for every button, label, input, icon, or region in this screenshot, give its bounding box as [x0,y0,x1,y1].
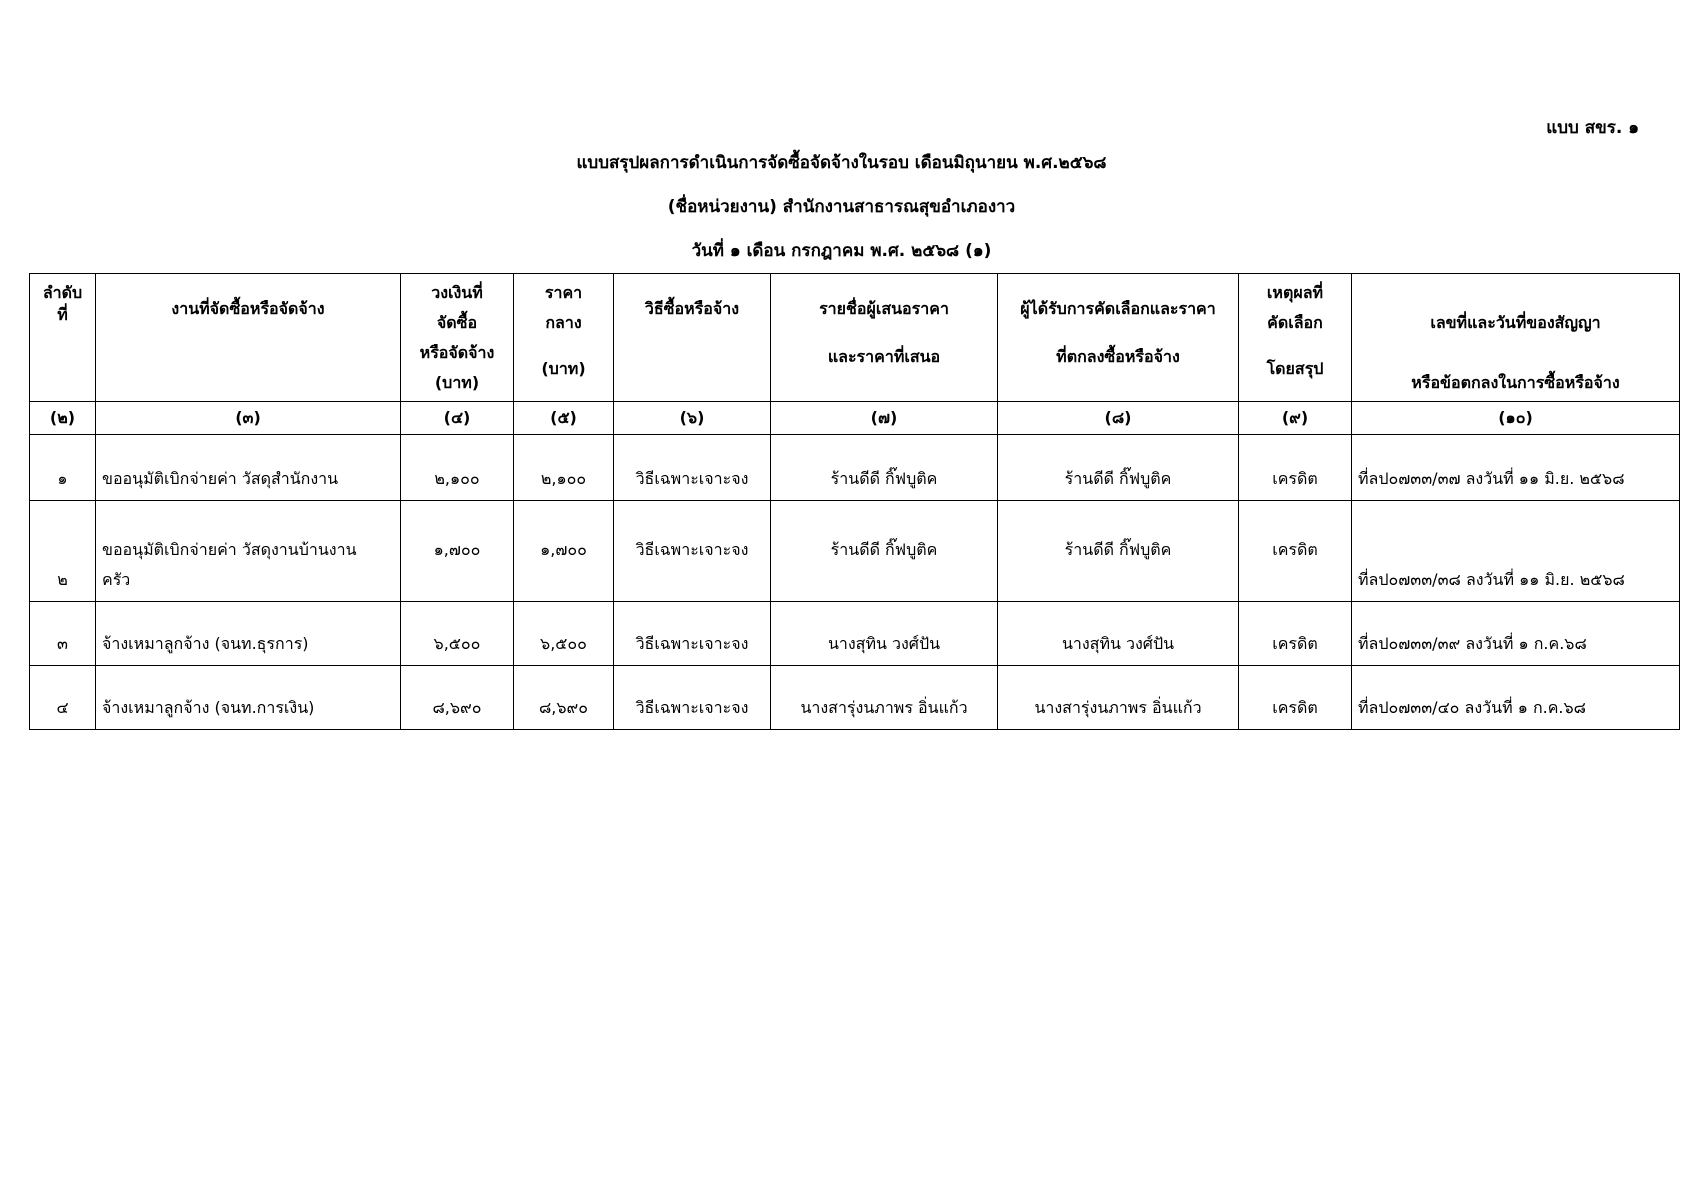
header-no-line1: ลำดับ [42,283,83,302]
header-method-line1: วิธีซื้อหรือจ้าง [644,299,740,318]
cell-reason: เครดิต [1239,666,1352,730]
cell-contract: ที่ลป๐๗๓๓/๓๘ ลงวันที่ ๑๑ มิ.ย. ๒๕๖๘ [1352,501,1680,602]
column-number: (๒) [30,402,96,435]
cell-winner: ร้านดีดี กิ๊ฟบูติค [998,501,1239,602]
title-agency: (ชื่อหน่วยงาน) สำนักงานสาธารณสุขอำเภองาว [667,197,1016,217]
column-number: (๖) [614,402,771,435]
header-row [30,274,1680,402]
header-reason [1239,274,1352,402]
header-winner-line1: ผู้ได้รับการคัดเลือกและราคา [1020,299,1216,318]
column-number: (๑๐) [1352,402,1680,435]
cell-winner: ร้านดีดี กิ๊ฟบูติค [998,435,1239,501]
cell-item: จ้างเหมาลูกจ้าง (จนท.ธุรการ) [96,602,401,666]
header-item [96,274,401,402]
header-reason-line3: โดยสรุป [1266,359,1324,378]
column-number-row [30,402,1680,435]
cell-budget: ๒,๑๐๐ [401,435,514,501]
cell-item: ขออนุมัติเบิกจ่ายค่า วัสดุงานบ้านงานครัว [96,501,401,602]
header-budget-line2: จัดซื้อ [436,313,478,332]
column-number: (๓) [96,402,401,435]
cell-budget: ๘,๖๙๐ [401,666,514,730]
cell-contract: ที่ลป๐๗๓๓/๔๐ ลงวันที่ ๑ ก.ค.๖๘ [1352,666,1680,730]
title-main: แบบสรุปผลการดำเนินการจัดซื้อจัดจ้างในรอบ เดือนมิถุนายน พ.ศ.๒๕๖๘ [576,153,1107,173]
cell-no: ๓ [30,602,96,666]
cell-no: ๔ [30,666,96,730]
header-reason-line1: เหตุผลที่ [1266,283,1324,302]
header-budget [401,274,514,402]
cell-winner: นางสุทิน วงศ์ปัน [998,602,1239,666]
header-median [514,274,614,402]
cell-winner: นางสารุ่งนภาพร อิ่นแก้ว [998,666,1239,730]
column-number: (๙) [1239,402,1352,435]
column-number: (๘) [998,402,1239,435]
cell-contract: ที่ลป๐๗๓๓/๓๗ ลงวันที่ ๑๑ มิ.ย. ๒๕๖๘ [1352,435,1680,501]
cell-median: ๘,๖๙๐ [514,666,614,730]
title-date: วันที่ ๑ เดือน กรกฎาคม พ.ศ. ๒๕๖๘ (๑) [691,241,992,261]
table-row [30,501,1680,602]
cell-budget: ๑,๗๐๐ [401,501,514,602]
cell-method: วิธีเฉพาะเจาะจง [614,501,771,602]
form-code: แบบ สขร. ๑ [1546,118,1639,138]
cell-item: ขออนุมัติเบิกจ่ายค่า วัสดุสำนักงาน [96,435,401,501]
cell-median: ๖,๕๐๐ [514,602,614,666]
table-row [30,602,1680,666]
header-median-line1: ราคา [544,283,583,302]
header-reason-line2: คัดเลือก [1267,313,1323,332]
header-budget-line3: หรือจัดจ้าง [419,343,495,362]
table-row [30,666,1680,730]
cell-method: วิธีเฉพาะเจาะจง [614,435,771,501]
cell-reason: เครดิต [1239,435,1352,501]
cell-bidder: ร้านดีดี กิ๊ฟบูติค [771,501,998,602]
cell-item: จ้างเหมาลูกจ้าง (จนท.การเงิน) [96,666,401,730]
header-winner [998,274,1239,402]
cell-method: วิธีเฉพาะเจาะจง [614,666,771,730]
cell-contract: ที่ลป๐๗๓๓/๓๙ ลงวันที่ ๑ ก.ค.๖๘ [1352,602,1680,666]
header-budget-line4: (บาท) [434,373,480,392]
column-number: (๗) [771,402,998,435]
cell-no: ๒ [30,501,96,602]
header-budget-line1: วงเงินที่ [431,283,483,302]
header-no [30,274,96,402]
header-winner-line2: ที่ตกลงซื้อหรือจ้าง [1056,347,1180,366]
cell-bidder: นางสุทิน วงศ์ปัน [771,602,998,666]
header-bidders-line2: และราคาที่เสนอ [827,347,941,366]
header-no-line2: ที่ [57,305,68,324]
table-row [30,435,1680,501]
header-method [614,274,771,402]
header-contract-line1: เลขที่และวันที่ของสัญญา [1430,313,1601,332]
cell-method: วิธีเฉพาะเจาะจง [614,602,771,666]
column-number: (๕) [514,402,614,435]
cell-bidder: ร้านดีดี กิ๊ฟบูติค [771,435,998,501]
cell-reason: เครดิต [1239,602,1352,666]
cell-budget: ๖,๕๐๐ [401,602,514,666]
cell-bidder: นางสารุ่งนภาพร อิ่นแก้ว [771,666,998,730]
header-item-line1: งานที่จัดซื้อหรือจัดจ้าง [171,299,325,318]
cell-median: ๑,๗๐๐ [514,501,614,602]
header-median-line2: กลาง [545,313,582,332]
header-bidders [771,274,998,402]
header-contract-line2: หรือข้อตกลงในการซื้อหรือจ้าง [1411,373,1620,392]
column-number: (๔) [401,402,514,435]
header-median-line3: (บาท) [541,359,586,378]
cell-no: ๑ [30,435,96,501]
procurement-table [29,273,1680,730]
header-bidders-line1: รายชื่อผู้เสนอราคา [819,299,949,318]
cell-reason: เครดิต [1239,501,1352,602]
header-contract [1352,274,1680,402]
cell-median: ๒,๑๐๐ [514,435,614,501]
document-titles [0,150,1683,282]
